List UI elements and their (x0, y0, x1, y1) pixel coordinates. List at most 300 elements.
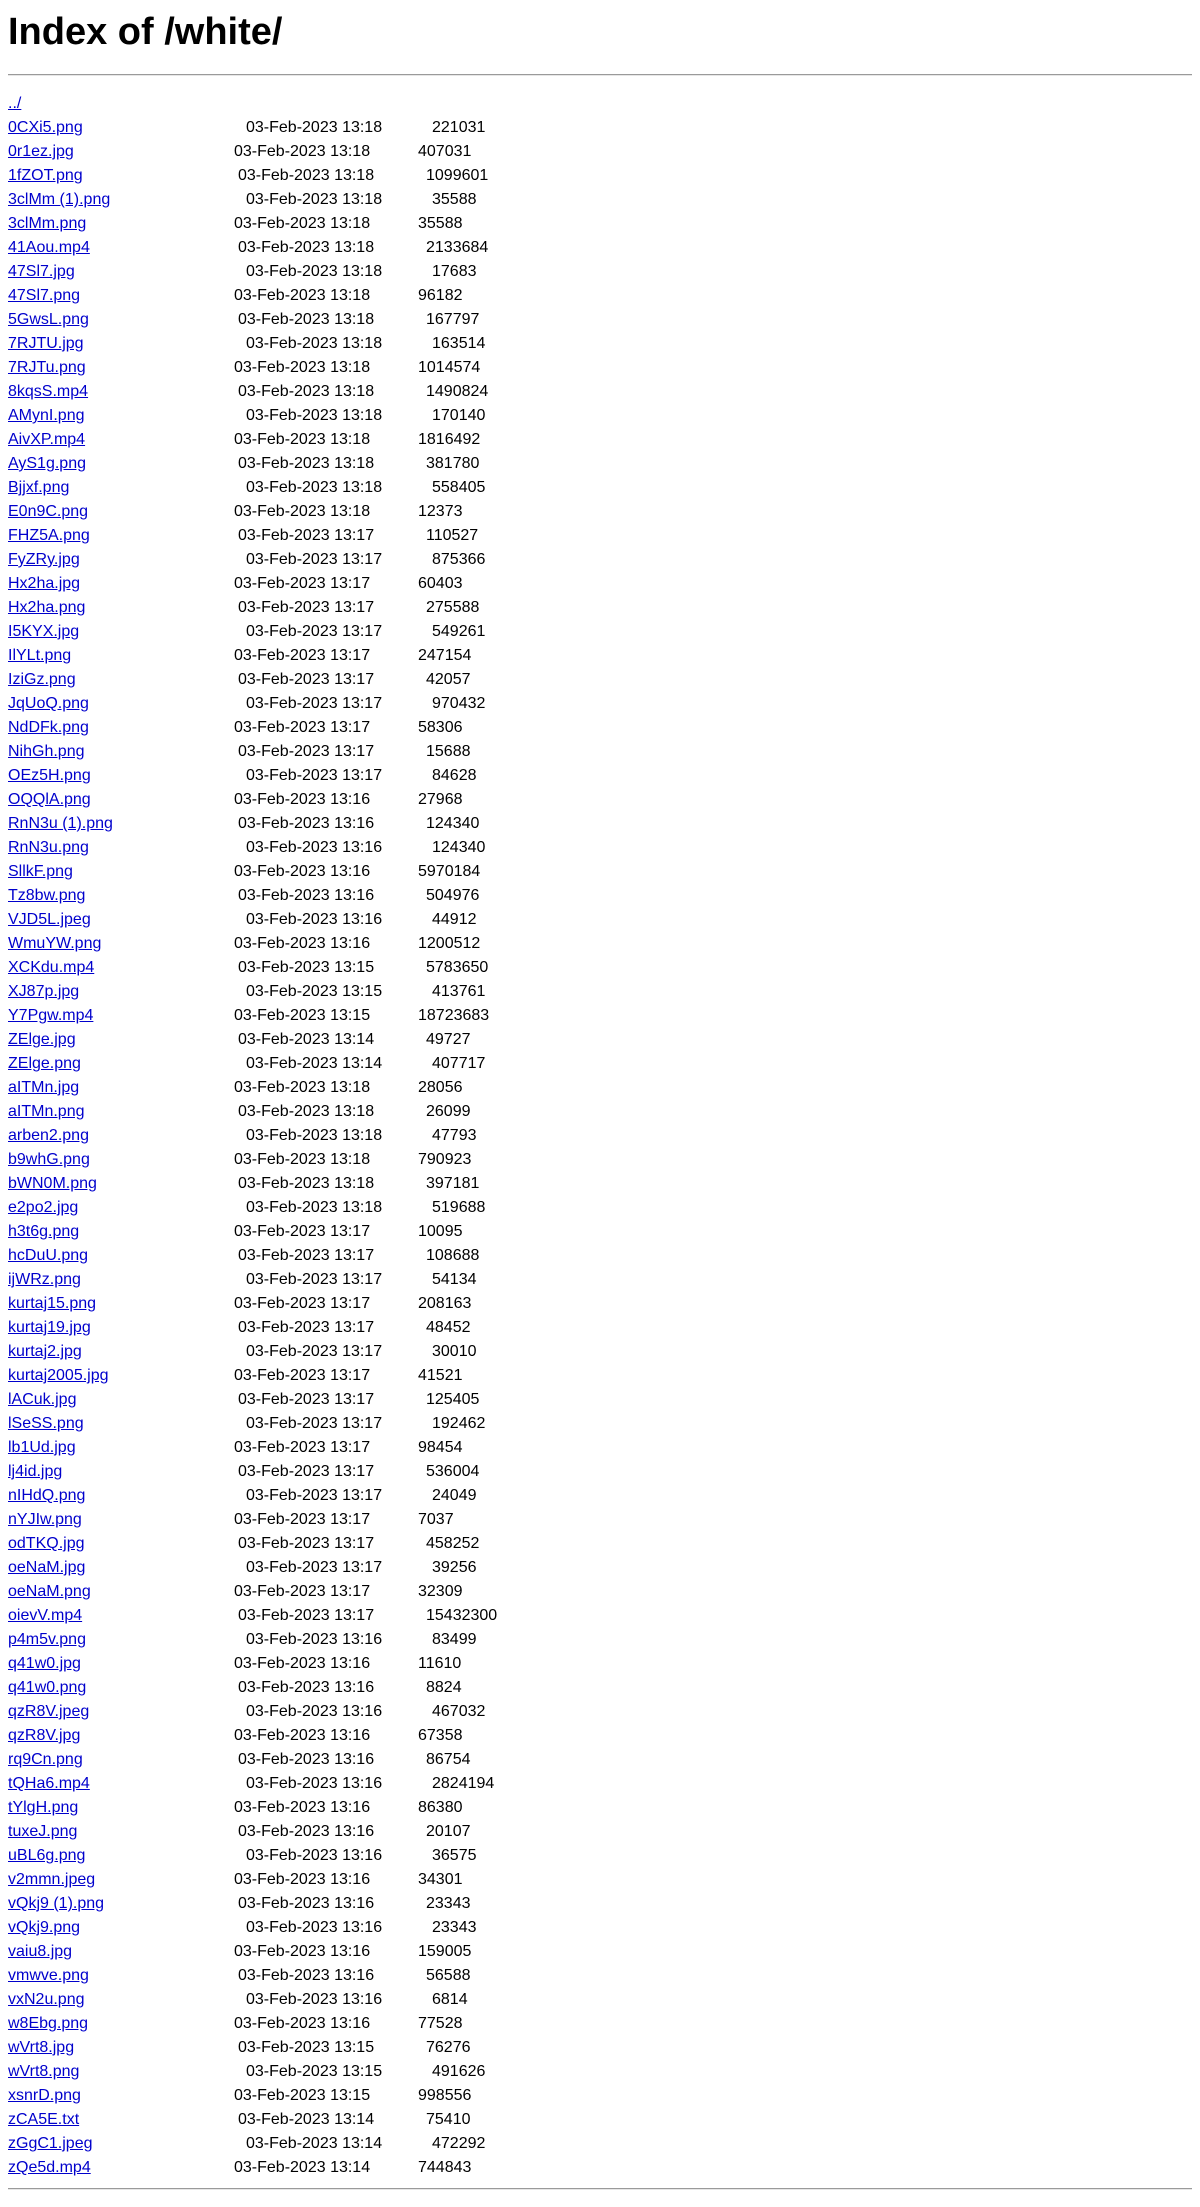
file-modified-date: 03-Feb-2023 13:16 (238, 1895, 375, 1912)
file-row (8, 1796, 1192, 1820)
file-size: 35588 (418, 215, 463, 232)
file-row (8, 428, 1192, 452)
file-size: 2133684 (426, 239, 489, 256)
file-modified-date: 03-Feb-2023 13:15 (238, 959, 375, 976)
file-size: 413761 (432, 983, 486, 1000)
file-row (8, 2156, 1192, 2180)
file-modified-date: 03-Feb-2023 13:16 (234, 1655, 371, 1672)
file-link[interactable]: XJ87p.jpg (8, 983, 80, 1000)
file-modified-date: 03-Feb-2023 13:18 (238, 1175, 375, 1192)
file-row (8, 764, 1192, 788)
file-size: 42057 (426, 671, 471, 688)
file-modified-date: 03-Feb-2023 13:16 (234, 1943, 371, 1960)
parent-directory-link[interactable]: ../ (8, 95, 22, 112)
file-size: 247154 (418, 647, 472, 664)
file-row (8, 956, 1192, 980)
file-row (8, 596, 1192, 620)
file-size: 1200512 (418, 935, 481, 952)
file-size: 24049 (432, 1487, 477, 1504)
file-link[interactable]: tuxeJ.png (8, 1823, 78, 1840)
file-size: 8824 (426, 1679, 462, 1696)
file-link[interactable]: wVrt8.png (8, 2063, 80, 2080)
file-row (8, 1244, 1192, 1268)
file-row (8, 1364, 1192, 1388)
file-row (8, 1076, 1192, 1100)
file-link[interactable]: NdDFk.png (8, 719, 89, 736)
file-link[interactable]: kurtaj2.jpg (8, 1343, 82, 1360)
file-row (8, 1220, 1192, 1244)
file-size: 6814 (432, 1991, 468, 2008)
file-modified-date: 03-Feb-2023 13:18 (238, 311, 375, 328)
file-row (8, 1964, 1192, 1988)
file-link[interactable]: nYJIw.png (8, 1511, 82, 1528)
file-size: 76276 (426, 2039, 471, 2056)
file-modified-date: 03-Feb-2023 13:15 (234, 1007, 371, 1024)
file-modified-date: 03-Feb-2023 13:18 (246, 1199, 383, 1216)
file-size: 58306 (418, 719, 463, 736)
file-size: 75410 (426, 2111, 471, 2128)
file-modified-date: 03-Feb-2023 13:18 (234, 287, 371, 304)
file-link[interactable]: Y7Pgw.mp4 (8, 1007, 94, 1024)
file-modified-date: 03-Feb-2023 13:16 (234, 1727, 371, 1744)
file-row (8, 1700, 1192, 1724)
file-row (8, 284, 1192, 308)
file-link[interactable]: JqUoQ.png (8, 695, 89, 712)
file-row (8, 524, 1192, 548)
file-modified-date: 03-Feb-2023 13:17 (238, 1319, 375, 1336)
file-link[interactable]: oeNaM.jpg (8, 1559, 86, 1576)
file-row (8, 1916, 1192, 1940)
file-row (8, 404, 1192, 428)
file-link[interactable]: vaiu8.jpg (8, 1943, 73, 1960)
file-link[interactable]: 1fZOT.png (8, 167, 83, 184)
file-link[interactable]: 5GwsL.png (8, 311, 89, 328)
file-size: 998556 (418, 2087, 472, 2104)
file-modified-date: 03-Feb-2023 13:17 (234, 1511, 371, 1528)
file-row (8, 740, 1192, 764)
file-link[interactable]: lj4id.jpg (8, 1463, 63, 1480)
file-size: 970432 (432, 695, 486, 712)
file-link[interactable]: oeNaM.png (8, 1583, 91, 1600)
file-modified-date: 03-Feb-2023 13:17 (238, 1247, 375, 1264)
file-modified-date: 03-Feb-2023 13:17 (246, 695, 383, 712)
file-link[interactable]: E0n9C.png (8, 503, 89, 520)
file-size: 875366 (432, 551, 486, 568)
file-row (8, 644, 1192, 668)
file-link[interactable]: w8Ebg.png (8, 2015, 89, 2032)
file-row (8, 2012, 1192, 2036)
file-modified-date: 03-Feb-2023 13:14 (238, 2111, 375, 2128)
file-modified-date: 03-Feb-2023 13:17 (238, 743, 375, 760)
file-link[interactable]: qzR8V.jpeg (8, 1703, 90, 1720)
file-row (8, 140, 1192, 164)
file-modified-date: 03-Feb-2023 13:17 (234, 1223, 371, 1240)
file-link[interactable]: qzR8V.jpg (8, 1727, 81, 1744)
file-link[interactable]: VJD5L.jpeg (8, 911, 91, 928)
file-link[interactable]: NihGh.png (8, 743, 85, 760)
file-size: 536004 (426, 1463, 480, 1480)
file-modified-date: 03-Feb-2023 13:14 (246, 1055, 383, 1072)
file-link[interactable]: Hx2ha.jpg (8, 575, 81, 592)
file-size: 26099 (426, 1103, 471, 1120)
file-modified-date: 03-Feb-2023 13:16 (246, 1991, 383, 2008)
file-size: 12373 (418, 503, 463, 520)
file-modified-date: 03-Feb-2023 13:16 (238, 1679, 375, 1696)
file-link[interactable]: 7RJTU.jpg (8, 335, 84, 352)
file-modified-date: 03-Feb-2023 13:17 (238, 599, 375, 616)
file-link[interactable]: bWN0M.png (8, 1175, 97, 1192)
file-size: 397181 (426, 1175, 480, 1192)
file-size: 167797 (426, 311, 480, 328)
file-size: 41521 (418, 1367, 463, 1384)
file-row (8, 860, 1192, 884)
file-row (8, 1724, 1192, 1748)
file-modified-date: 03-Feb-2023 13:17 (246, 623, 383, 640)
file-link[interactable]: ZElge.png (8, 1055, 81, 1072)
file-modified-date: 03-Feb-2023 13:15 (246, 983, 383, 1000)
file-size: 125405 (426, 1391, 480, 1408)
file-size: 491626 (432, 2063, 486, 2080)
file-link[interactable]: kurtaj2005.jpg (8, 1367, 109, 1384)
file-modified-date: 03-Feb-2023 13:14 (238, 1031, 375, 1048)
file-row (8, 236, 1192, 260)
file-link[interactable]: kurtaj19.jpg (8, 1319, 91, 1336)
file-size: 221031 (432, 119, 486, 136)
file-row (8, 1844, 1192, 1868)
file-row (8, 500, 1192, 524)
file-modified-date: 03-Feb-2023 13:16 (238, 1751, 375, 1768)
file-modified-date: 03-Feb-2023 13:16 (246, 1703, 383, 1720)
file-link[interactable]: tQHa6.mp4 (8, 1775, 90, 1792)
file-modified-date: 03-Feb-2023 13:17 (234, 1367, 371, 1384)
file-link[interactable]: b9whG.png (8, 1151, 90, 1168)
file-size: 23343 (426, 1895, 471, 1912)
file-link[interactable]: vxN2u.png (8, 1991, 85, 2008)
file-size: 86754 (426, 1751, 471, 1768)
page-title: Index of /white/ (8, 11, 283, 53)
file-link[interactable]: lb1Ud.jpg (8, 1439, 76, 1456)
file-link[interactable]: IlYLt.png (8, 647, 72, 664)
top-divider (8, 74, 1192, 76)
file-link[interactable]: AyS1g.png (8, 455, 86, 472)
file-size: 15688 (426, 743, 471, 760)
file-link[interactable]: 47Sl7.png (8, 287, 81, 304)
file-row (8, 788, 1192, 812)
file-row (8, 548, 1192, 572)
file-modified-date: 03-Feb-2023 13:17 (234, 647, 371, 664)
file-row (8, 1004, 1192, 1028)
file-link[interactable]: 47Sl7.jpg (8, 263, 75, 280)
file-row (8, 164, 1192, 188)
file-link[interactable]: wVrt8.jpg (8, 2039, 75, 2056)
file-link[interactable]: 3clMm (1).png (8, 191, 111, 208)
file-row (8, 1268, 1192, 1292)
file-size: 84628 (432, 767, 477, 784)
file-size: 56588 (426, 1967, 471, 1984)
file-modified-date: 03-Feb-2023 13:17 (234, 1583, 371, 1600)
file-modified-date: 03-Feb-2023 13:18 (234, 431, 371, 448)
file-link[interactable]: rq9Cn.png (8, 1751, 83, 1768)
file-link[interactable]: ZElge.jpg (8, 1031, 76, 1048)
file-modified-date: 03-Feb-2023 13:18 (238, 455, 375, 472)
file-row (8, 1052, 1192, 1076)
file-link[interactable]: uBL6g.png (8, 1847, 86, 1864)
file-row (8, 1988, 1192, 2012)
file-size: 1014574 (418, 359, 481, 376)
file-row (8, 1148, 1192, 1172)
file-link[interactable]: IziGz.png (8, 671, 76, 688)
file-link[interactable]: aITMn.jpg (8, 1079, 80, 1096)
file-size: 504976 (426, 887, 480, 904)
file-size: 2824194 (432, 1775, 495, 1792)
file-size: 5970184 (418, 863, 481, 880)
file-row (8, 1340, 1192, 1364)
file-link[interactable]: zCA5E.txt (8, 2111, 80, 2128)
file-size: 10095 (418, 1223, 463, 1240)
file-modified-date: 03-Feb-2023 13:17 (238, 671, 375, 688)
file-size: 558405 (432, 479, 486, 496)
file-link[interactable]: xsnrD.png (8, 2087, 81, 2104)
file-size: 110527 (426, 527, 479, 544)
file-link[interactable]: aITMn.png (8, 1103, 85, 1120)
file-size: 48452 (426, 1319, 471, 1336)
file-link[interactable]: kurtaj15.png (8, 1295, 97, 1312)
file-size: 15432300 (426, 1607, 498, 1624)
file-row (8, 2084, 1192, 2108)
file-row (8, 620, 1192, 644)
file-link[interactable]: Bjjxf.png (8, 479, 70, 496)
file-row (8, 1388, 1192, 1412)
file-size: 47793 (432, 1127, 477, 1144)
file-link[interactable]: ijWRz.png (8, 1271, 81, 1288)
file-link[interactable]: 0r1ez.jpg (8, 143, 74, 160)
file-size: 407031 (418, 143, 472, 160)
file-link[interactable]: vQkj9 (1).png (8, 1895, 105, 1912)
file-link[interactable]: p4m5v.png (8, 1631, 86, 1648)
file-size: 20107 (426, 1823, 471, 1840)
file-size: 11610 (418, 1655, 462, 1672)
file-link[interactable]: q41w0.jpg (8, 1655, 81, 1672)
file-link[interactable]: 41Aou.mp4 (8, 239, 90, 256)
file-size: 5783650 (426, 959, 489, 976)
file-row (8, 1316, 1192, 1340)
file-link[interactable]: odTKQ.jpg (8, 1535, 85, 1552)
file-row (8, 2132, 1192, 2156)
file-row (8, 116, 1192, 140)
file-link[interactable]: h3t6g.png (8, 1223, 80, 1240)
file-modified-date: 03-Feb-2023 13:16 (246, 911, 383, 928)
file-size: 44912 (432, 911, 477, 928)
file-row (8, 2036, 1192, 2060)
file-link[interactable]: 0CXi5.png (8, 119, 83, 136)
file-row (8, 1892, 1192, 1916)
file-modified-date: 03-Feb-2023 13:18 (238, 383, 375, 400)
file-row (8, 1628, 1192, 1652)
file-modified-date: 03-Feb-2023 13:18 (246, 407, 383, 424)
file-link[interactable]: e2po2.jpg (8, 1199, 79, 1216)
file-row (8, 908, 1192, 932)
file-row (8, 812, 1192, 836)
file-link[interactable]: zQe5d.mp4 (8, 2159, 91, 2176)
file-link[interactable]: FHZ5A.png (8, 527, 90, 544)
file-size: 23343 (432, 1919, 477, 1936)
file-modified-date: 03-Feb-2023 13:16 (246, 1775, 383, 1792)
file-link[interactable]: vQkj9.png (8, 1919, 81, 1936)
file-size: 790923 (418, 1151, 472, 1168)
parent-directory-row (8, 92, 1192, 116)
file-link[interactable]: XCKdu.mp4 (8, 959, 95, 976)
file-link[interactable]: FyZRy.jpg (8, 551, 80, 568)
file-modified-date: 03-Feb-2023 13:15 (238, 2039, 375, 2056)
file-link[interactable]: v2mmn.jpeg (8, 1871, 96, 1888)
file-row (8, 1412, 1192, 1436)
file-row (8, 668, 1192, 692)
file-link[interactable]: 8kqsS.mp4 (8, 383, 89, 400)
file-modified-date: 03-Feb-2023 13:18 (238, 167, 375, 184)
file-link[interactable]: WmuYW.png (8, 935, 102, 952)
file-row (8, 212, 1192, 236)
file-size: 27968 (418, 791, 463, 808)
file-size: 98454 (418, 1439, 463, 1456)
file-modified-date: 03-Feb-2023 13:18 (234, 215, 371, 232)
file-link[interactable]: lSeSS.png (8, 1415, 84, 1432)
file-link[interactable]: RnN3u.png (8, 839, 89, 856)
file-link[interactable]: oievV.mp4 (8, 1607, 83, 1624)
file-row (8, 1676, 1192, 1700)
file-modified-date: 03-Feb-2023 13:17 (246, 1271, 383, 1288)
file-link[interactable]: tYlgH.png (8, 1799, 79, 1816)
file-size: 1816492 (418, 431, 481, 448)
file-row (8, 1100, 1192, 1124)
file-row (8, 1604, 1192, 1628)
file-row (8, 1868, 1192, 1892)
file-row (8, 260, 1192, 284)
file-row (8, 932, 1192, 956)
file-size: 124340 (432, 839, 486, 856)
file-size: 54134 (432, 1271, 477, 1288)
file-modified-date: 03-Feb-2023 13:18 (246, 1127, 383, 1144)
file-size: 34301 (418, 1871, 463, 1888)
file-size: 208163 (418, 1295, 472, 1312)
file-link[interactable]: zGgC1.jpeg (8, 2135, 93, 2152)
file-size: 28056 (418, 1079, 463, 1096)
file-link[interactable]: OQQlA.png (8, 791, 91, 808)
file-size: 192462 (432, 1415, 486, 1432)
file-link[interactable]: RnN3u (1).png (8, 815, 113, 832)
file-modified-date: 03-Feb-2023 13:18 (234, 359, 371, 376)
bottom-divider (8, 2188, 1192, 2190)
file-row (8, 1172, 1192, 1196)
file-row (8, 2108, 1192, 2132)
file-modified-date: 03-Feb-2023 13:17 (246, 1559, 383, 1576)
file-modified-date: 03-Feb-2023 13:16 (246, 1631, 383, 1648)
file-modified-date: 03-Feb-2023 13:17 (246, 1343, 383, 1360)
file-modified-date: 03-Feb-2023 13:16 (234, 863, 371, 880)
file-modified-date: 03-Feb-2023 13:16 (234, 1799, 371, 1816)
file-size: 1099601 (426, 167, 489, 184)
file-row (8, 716, 1192, 740)
file-row (8, 1460, 1192, 1484)
file-link[interactable]: q41w0.png (8, 1679, 87, 1696)
file-row (8, 1652, 1192, 1676)
file-row (8, 1124, 1192, 1148)
file-modified-date: 03-Feb-2023 13:17 (234, 575, 371, 592)
file-modified-date: 03-Feb-2023 13:17 (246, 767, 383, 784)
file-modified-date: 03-Feb-2023 13:18 (234, 143, 371, 160)
file-link[interactable]: AivXP.mp4 (8, 431, 86, 448)
file-modified-date: 03-Feb-2023 13:17 (238, 1463, 375, 1480)
file-row (8, 1436, 1192, 1460)
file-size: 472292 (432, 2135, 486, 2152)
file-link[interactable]: arben2.png (8, 1127, 89, 1144)
file-row (8, 308, 1192, 332)
file-modified-date: 03-Feb-2023 13:16 (234, 935, 371, 952)
file-size: 407717 (432, 1055, 486, 1072)
file-modified-date: 03-Feb-2023 13:17 (238, 527, 375, 544)
file-row (8, 572, 1192, 596)
file-modified-date: 03-Feb-2023 13:14 (246, 2135, 383, 2152)
file-size: 77528 (418, 2015, 463, 2032)
file-size: 32309 (418, 1583, 463, 1600)
file-link[interactable]: AMynI.png (8, 407, 85, 424)
file-modified-date: 03-Feb-2023 13:14 (234, 2159, 371, 2176)
file-row (8, 1292, 1192, 1316)
file-modified-date: 03-Feb-2023 13:17 (234, 1439, 371, 1456)
file-modified-date: 03-Feb-2023 13:17 (238, 1607, 375, 1624)
file-modified-date: 03-Feb-2023 13:18 (246, 191, 383, 208)
file-link[interactable]: Hx2ha.png (8, 599, 86, 616)
file-link[interactable]: I5KYX.jpg (8, 623, 80, 640)
file-row (8, 1196, 1192, 1220)
file-size: 35588 (432, 191, 477, 208)
file-modified-date: 03-Feb-2023 13:16 (238, 887, 375, 904)
file-row (8, 1508, 1192, 1532)
file-row (8, 188, 1192, 212)
file-listing (8, 92, 1192, 2180)
file-size: 60403 (418, 575, 463, 592)
file-modified-date: 03-Feb-2023 13:18 (246, 479, 383, 496)
file-link[interactable]: 7RJTu.png (8, 359, 86, 376)
file-row (8, 836, 1192, 860)
file-link[interactable]: hcDuU.png (8, 1247, 89, 1264)
file-link[interactable]: nIHdQ.png (8, 1487, 86, 1504)
file-size: 30010 (432, 1343, 477, 1360)
file-modified-date: 03-Feb-2023 13:16 (246, 839, 383, 856)
file-row (8, 1532, 1192, 1556)
file-size: 744843 (418, 2159, 472, 2176)
file-row (8, 356, 1192, 380)
file-link[interactable]: OEz5H.png (8, 767, 91, 784)
file-size: 96182 (418, 287, 463, 304)
file-link[interactable]: 3clMm.png (8, 215, 87, 232)
file-row (8, 476, 1192, 500)
file-modified-date: 03-Feb-2023 13:17 (234, 719, 371, 736)
file-link[interactable]: vmwve.png (8, 1967, 89, 1984)
file-modified-date: 03-Feb-2023 13:18 (246, 119, 383, 136)
file-row (8, 1580, 1192, 1604)
file-modified-date: 03-Feb-2023 13:18 (238, 1103, 375, 1120)
file-link[interactable]: lACuk.jpg (8, 1391, 77, 1408)
file-row (8, 380, 1192, 404)
file-modified-date: 03-Feb-2023 13:16 (238, 1967, 375, 1984)
file-modified-date: 03-Feb-2023 13:18 (246, 335, 383, 352)
file-modified-date: 03-Feb-2023 13:16 (234, 2015, 371, 2032)
file-modified-date: 03-Feb-2023 13:16 (234, 1871, 371, 1888)
file-link[interactable]: Tz8bw.png (8, 887, 86, 904)
file-link[interactable]: SllkF.png (8, 863, 73, 880)
file-modified-date: 03-Feb-2023 13:17 (234, 1295, 371, 1312)
file-modified-date: 03-Feb-2023 13:17 (246, 551, 383, 568)
